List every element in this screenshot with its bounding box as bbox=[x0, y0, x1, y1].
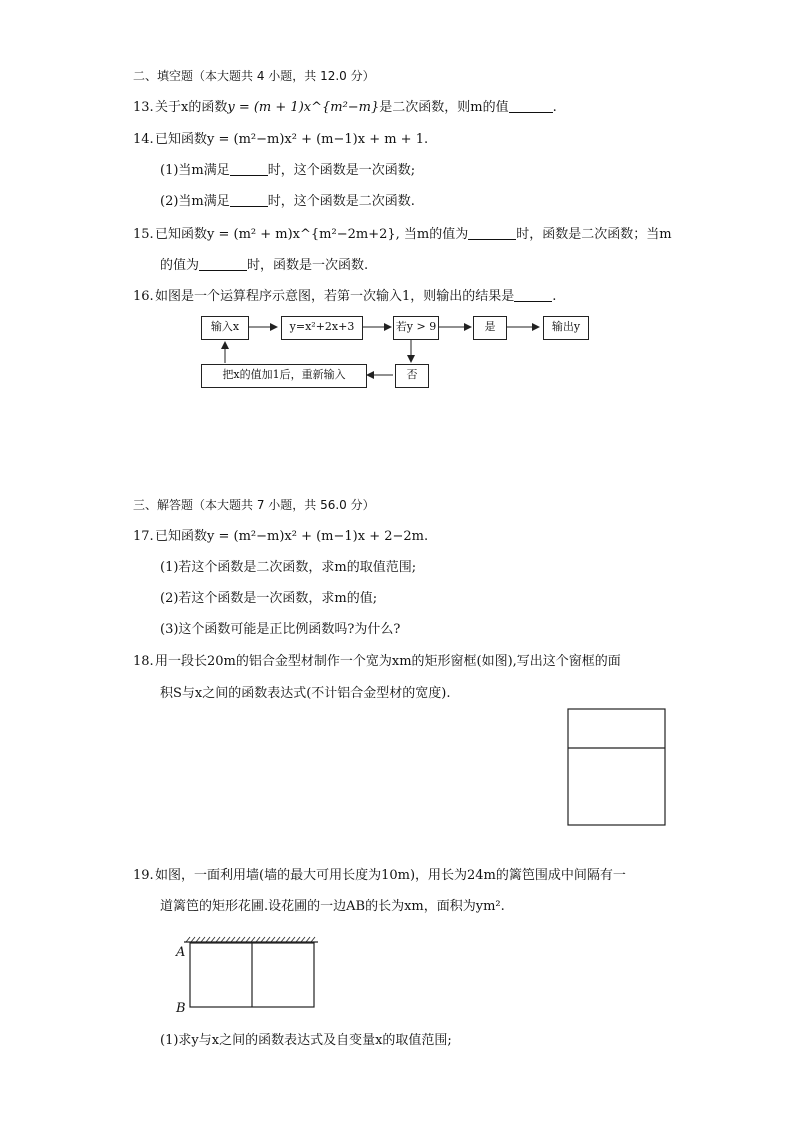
question-number: 18. bbox=[133, 654, 154, 669]
q16-end: . bbox=[552, 289, 557, 304]
question-15-line-1 bbox=[133, 225, 672, 245]
question-17-part-2: (2)若这个函数是一次函数，求m的值; bbox=[160, 591, 378, 606]
question-number: 16. bbox=[133, 289, 154, 304]
question-17-part-3: (3)这个函数可能是正比例函数吗?为什么? bbox=[160, 622, 401, 637]
flow-output-box: 输出y bbox=[543, 316, 589, 340]
garden-figure bbox=[172, 935, 322, 1017]
question-14-part-2 bbox=[160, 192, 415, 212]
question-18-line-1 bbox=[133, 652, 621, 672]
question-number: 15. bbox=[133, 227, 154, 242]
q13-text-a: 关于 bbox=[155, 100, 182, 115]
flow-input-box: 输入x bbox=[201, 316, 249, 340]
question-16 bbox=[133, 287, 556, 307]
question-17-part-1: (1)若这个函数是二次函数，求m的取值范围; bbox=[160, 560, 417, 575]
flow-formula-box: y=x²+2x+3 bbox=[281, 316, 363, 340]
question-19-part-1: (1)求y与x之间的函数表达式及自变量x的取值范围; bbox=[160, 1033, 452, 1048]
question-13 bbox=[133, 98, 557, 118]
flow-yes-box: 是 bbox=[473, 316, 507, 340]
answer-blank[interactable] bbox=[199, 256, 247, 271]
flow-loop-box: 把x的值加1后，重新输入 bbox=[201, 364, 367, 388]
q15-l1-a: 已知函数y = (m² + m)x^{m²−2m+2}, 当m的值为 bbox=[155, 227, 469, 242]
q13-text-b: x的函数 bbox=[181, 100, 228, 115]
flow-no-box: 否 bbox=[395, 364, 429, 388]
window-frame-figure bbox=[567, 708, 667, 828]
q14-p2-a: (2)当m满足 bbox=[160, 194, 230, 209]
q19-l1: 如图，一面利用墙(墙的最大可用长度为10m)，用长为24m的篱笆围成中间隔有一 bbox=[155, 868, 626, 883]
garden-diagram bbox=[172, 935, 322, 1017]
question-number: 17. bbox=[133, 529, 154, 544]
q17-stem-text: 已知函数y = (m²−m)x² + (m−1)x + 2−2m. bbox=[155, 529, 429, 544]
q16-text: 如图是一个运算程序示意图，若第一次输入1，则输出的结果是 bbox=[155, 289, 515, 304]
question-17-stem bbox=[133, 527, 428, 547]
question-14-part-1 bbox=[160, 161, 415, 181]
program-flowchart bbox=[195, 312, 595, 392]
question-14-stem bbox=[133, 130, 428, 150]
q15-l2-a: 的值为 bbox=[160, 258, 200, 273]
q14-p2-b: 时，这个函数是二次函数. bbox=[267, 194, 415, 209]
q14-p1-a: (1)当m满足 bbox=[160, 163, 230, 178]
answer-section-heading: 三、解答题（本大题共 7 小题，共 56.0 分） bbox=[133, 498, 375, 512]
label-b: B bbox=[176, 1001, 186, 1016]
q15-l1-b: 时，函数是二次函数；当m bbox=[516, 227, 672, 242]
q13-text-c: 是二次函数，则m的值 bbox=[379, 100, 509, 115]
q14-stem-text: 已知函数y = (m²−m)x² + (m−1)x + m + 1. bbox=[155, 132, 429, 147]
fill-section-heading: 二、填空题（本大题共 4 小题，共 12.0 分） bbox=[133, 69, 375, 83]
question-number: 14. bbox=[133, 132, 154, 147]
answer-blank[interactable] bbox=[230, 192, 268, 207]
question-number: 13. bbox=[133, 100, 154, 115]
q13-formula: y = (m + 1)x^{m²−m} bbox=[227, 100, 380, 115]
q13-end: . bbox=[552, 100, 557, 115]
label-a: A bbox=[176, 945, 186, 960]
q18-l1: 用一段长20m的铝合金型材制作一个宽为xm的矩形窗框(如图),写出这个窗框的面 bbox=[155, 654, 621, 669]
question-15-line-2 bbox=[160, 256, 368, 276]
answer-blank[interactable] bbox=[230, 161, 268, 176]
answer-blank[interactable] bbox=[509, 98, 553, 113]
q14-p1-b: 时，这个函数是一次函数; bbox=[267, 163, 416, 178]
question-19-line-2: 道篱笆的矩形花圃.设花圃的一边AB的长为xm，面积为ym². bbox=[160, 899, 505, 914]
question-number: 19. bbox=[133, 868, 154, 883]
question-18-line-2: 积S与x之间的函数表达式(不计铝合金型材的宽度). bbox=[160, 686, 451, 701]
question-19-line-1 bbox=[133, 866, 626, 886]
answer-blank[interactable] bbox=[514, 287, 552, 302]
q15-l2-b: 时，函数是一次函数. bbox=[247, 258, 369, 273]
flow-condition-box: 若y > 9 bbox=[393, 316, 439, 340]
answer-blank[interactable] bbox=[468, 225, 516, 240]
